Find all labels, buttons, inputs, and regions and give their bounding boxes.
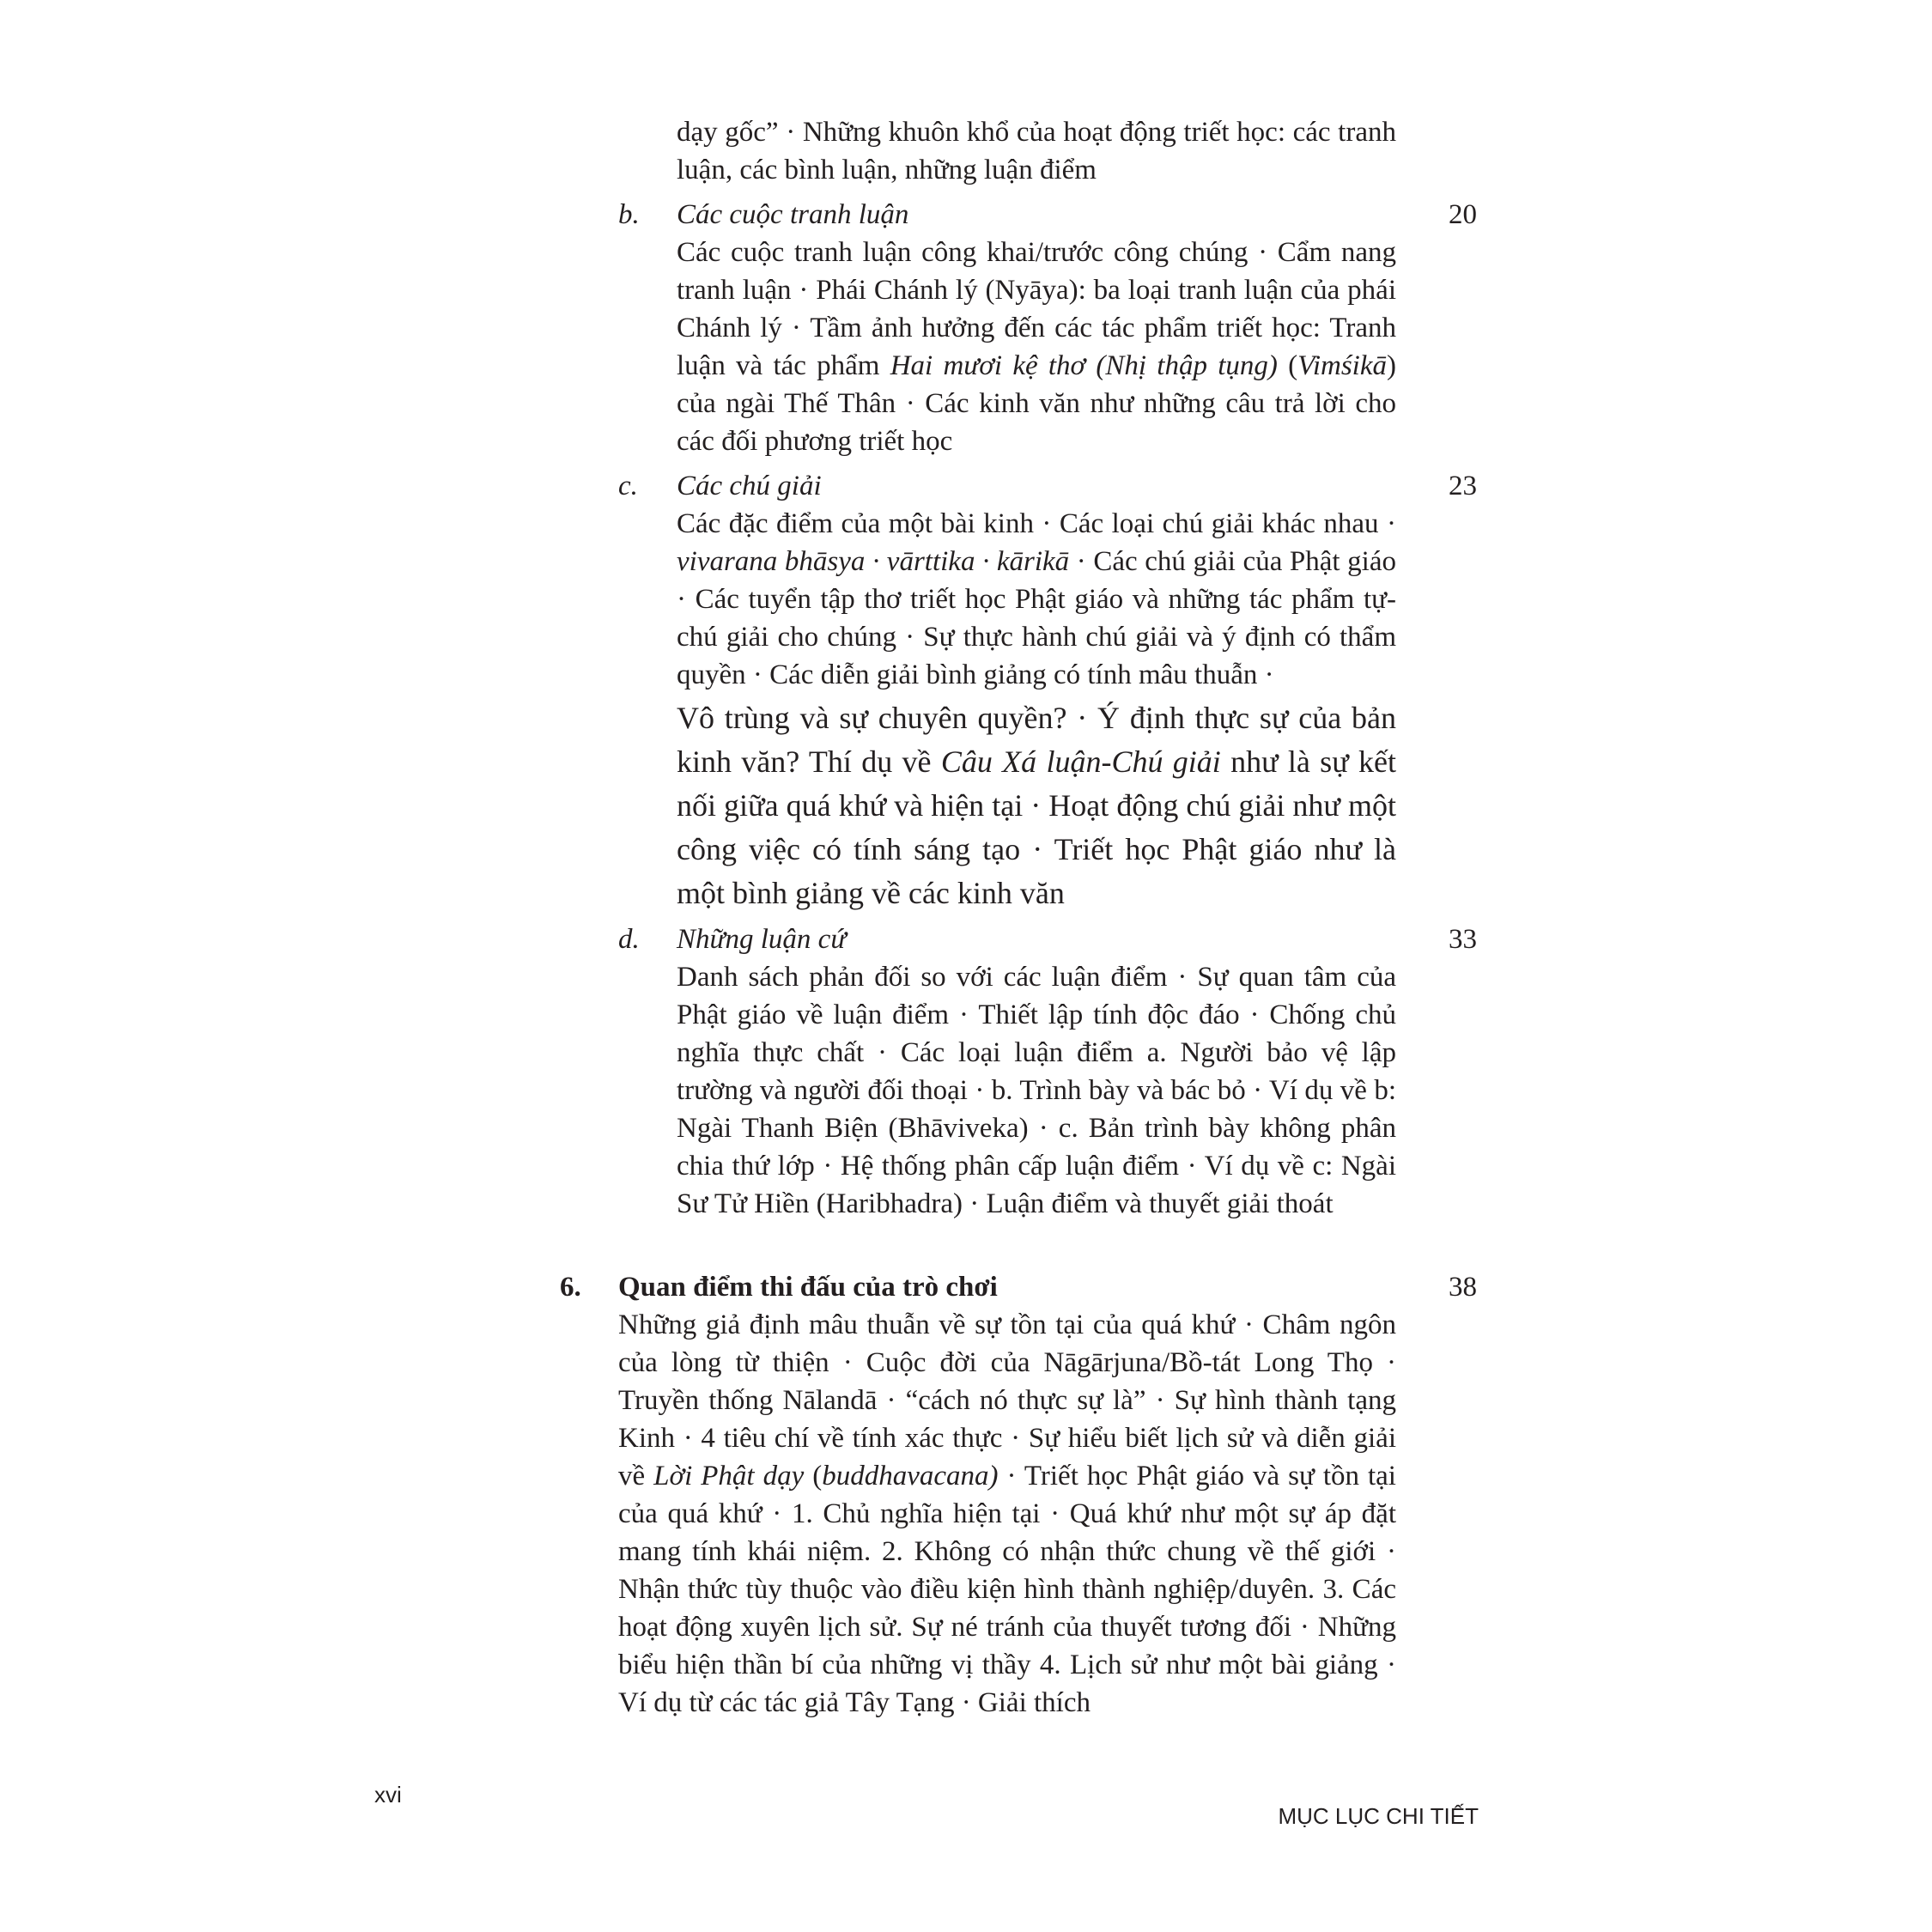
section-6-body [618,1306,1396,1722]
folio-page-number: xvi [374,1782,402,1807]
text-run: vivarana bhāsya · vārttika · kārikā [677,546,1070,577]
entry-b-letter: b. [618,199,640,230]
entry-c-body-large [677,696,1396,915]
section-6-number: 6. [560,1272,581,1303]
text-run: · Các chú giải của Phật giáo · Các tuyển tập thơ triết học Phật giáo và những tác phẩm tự-chú giải cho chúng · Sự thực hành chú giải và ý định có thẩm quyền · Các diễn giải bình giảng có tính mâu thuẫn · [677,546,1397,690]
text-run: Lời Phật dạy [653,1461,805,1492]
entry-d-page-number: 33 [1449,924,1477,955]
section-6-page-number: 38 [1449,1272,1477,1303]
text-run: dạy gốc” · Những khuôn khổ của hoạt động triết học: các tranh luận, các bình luận, những luận điểm [677,117,1396,185]
entry-b-page-number: 20 [1449,199,1477,230]
text-run: ( [804,1461,823,1492]
entry-b-title: Các cuộc tranh luận [677,199,909,230]
text-run: Vimśikā [1297,350,1387,381]
text-run: · Triết học Phật giáo và sự tồn tại của quá khứ · 1. Chủ nghĩa hiện tại · Quá khứ như một sự áp đặt mang tính khái niệm. 2. Không có nhận thức chung về thế giới · Nhận thức tùy thuộc vào điều kiện hình thành nghiệp/duyên. 3. Các hoạt động xuyên lịch sử. Sự né tránh của thuyết tương đối · Những biểu hiện thần bí của những vị thầy 4. Lịch sử như một bài giảng · Ví dụ từ các tác giả Tây Tạng · Giải thích [618,1461,1396,1718]
text-run: Hai mươi kệ thơ (Nhị thập tụng) [890,350,1278,381]
entry-c-title: Các chú giải [677,471,822,501]
entry-d-title: Những luận cứ [677,924,847,955]
continuation-text [677,113,1396,189]
entry-b-body [677,234,1396,460]
text-run: Những giả định mâu thuẫn về sự tồn tại của quá khứ · Châm ngôn của lòng từ thiện · Cuộc đời của Nāgārjuna/Bồ-tát Long Thọ · Truyền thống Nālandā · “cách nó thực sự là” · Sự hình thành tạng Kinh · 4 tiêu chí về tính xác thực · Sự hiểu biết lịch sử và diễn giải về [618,1309,1396,1492]
entry-c-page-number: 23 [1449,471,1477,501]
text-run: buddhavacana) [822,1461,999,1492]
section-6-title: Quan điểm thi đấu của trò chơi [618,1272,998,1303]
entry-c-body-small [677,505,1396,694]
running-head: MỤC LỤC CHI TIẾT [1278,1803,1479,1829]
entry-d-letter: d. [618,924,640,955]
text-run: ( [1277,350,1298,381]
text-run: Các cuộc tranh luận công khai/trước công chúng · Cẩm nang tranh luận · Phái Chánh lý (Nyāya): ba loại tranh luận của phái Chánh lý · Tầm ảnh hưởng đến các tác phẩm triết học: Tranh luận và tác phẩm [677,237,1396,381]
text-run: như là sự kết nối giữa quá khứ và hiện tại · Hoạt động chú giải như một công việc có tính sáng tạo · Triết học Phật giáo như là một bình giảng về các kinh văn [677,744,1396,910]
entry-d-body [677,958,1396,1223]
text-run: ) của ngài Thế Thân · Các kinh văn như những câu trả lời cho các đối phương triết học [677,350,1396,457]
text-run: Danh sách phản đối so với các luận điểm · Sự quan tâm của Phật giáo về luận điểm · Thiết lập tính độc đáo · Chống chủ nghĩa thực chất · Các loại luận điểm a. Người bảo vệ lập trường và người đối thoại · b. Trình bày và bác bỏ · Ví dụ về b: Ngài Thanh Biện (Bhāviveka) · c. Bản trình bày không phân chia thứ lớp · Hệ thống phân cấp luận điểm · Ví dụ về c: Ngài Sư Tử Hiền (Haribhadra) · Luận điểm và thuyết giải thoát [677,962,1396,1219]
text-run: Các đặc điểm của một bài kinh · Các loại chú giải khác nhau · [677,508,1396,539]
text-run: Vô trùng và sự chuyên quyền? · Ý định thực sự của bản kinh văn? Thí dụ về [677,701,1396,779]
entry-c-letter: c. [618,471,638,501]
text-run: Câu Xá luận-Chú giải [940,744,1221,779]
